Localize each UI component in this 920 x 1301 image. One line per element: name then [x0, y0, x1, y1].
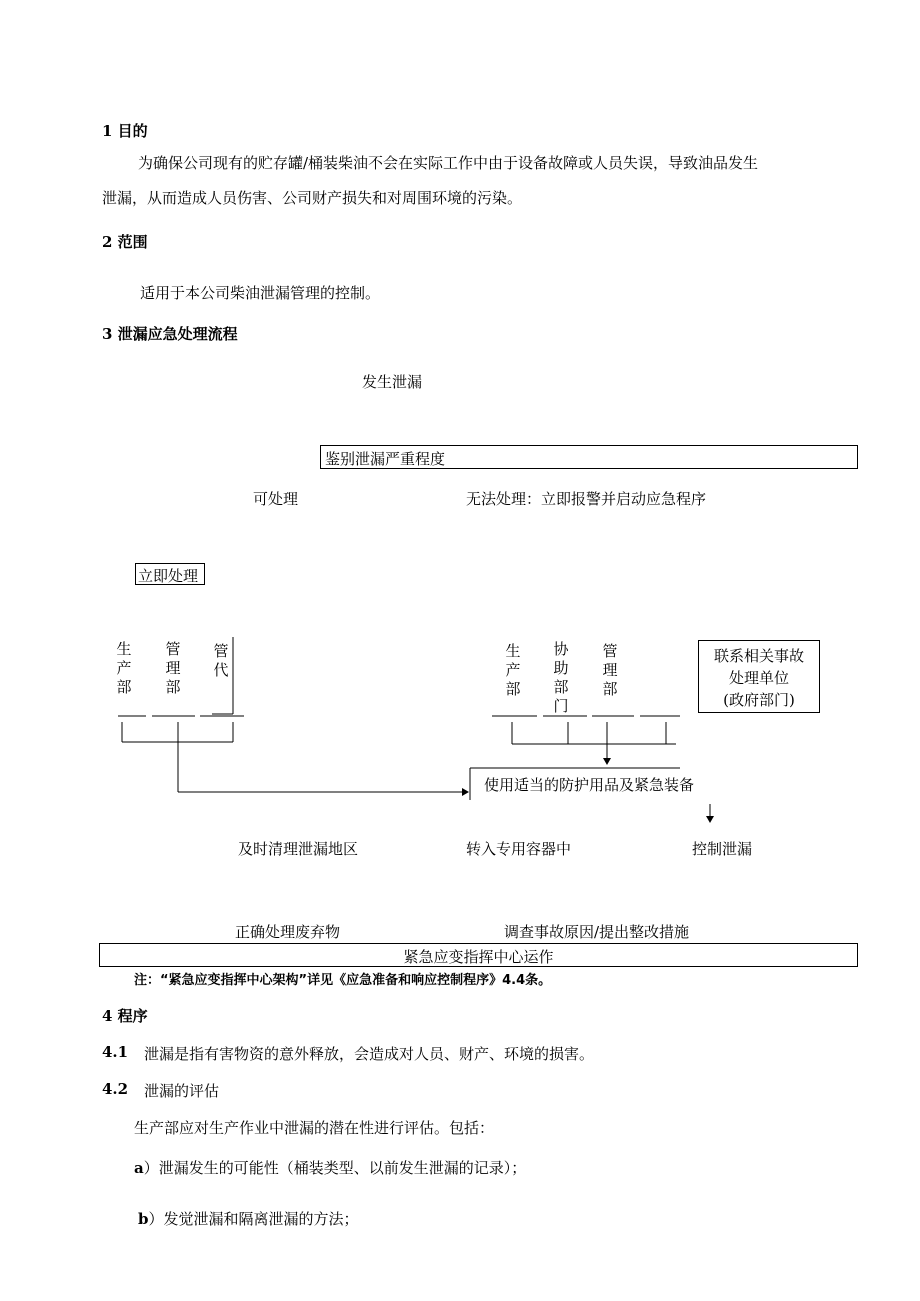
section-2-heading: 2 范围: [102, 233, 148, 251]
flow-investigate: 调查事故原因/提出整改措施: [504, 923, 690, 941]
section-2-text: 适用于本公司柴油泄漏管理的控制。: [140, 284, 381, 302]
flow-note: 注：“紧急应变指挥中心架构”详见《应急准备和响应控制程序》4.4条。: [134, 973, 552, 988]
item-4-1-text: 泄漏是指有害物资的意外释放，会造成对人员、财产、环境的损害。: [144, 1045, 595, 1063]
item-4-1-number: 4.1: [102, 1043, 129, 1061]
flow-command-box: [99, 943, 858, 967]
flow-can-handle: 可处理: [253, 490, 299, 508]
flow-command-label: 紧急应变指挥中心运作: [403, 948, 554, 966]
item-4-2-number: 4.2: [102, 1080, 129, 1098]
section-1-heading: 1 目的: [102, 122, 148, 140]
item-b-label: b: [138, 1210, 149, 1228]
flow-contact-line-1: 联系相关事故: [713, 647, 804, 665]
section-4-heading: 4 程序: [102, 1007, 148, 1025]
flow-contact-line-2: 处理单位: [728, 669, 789, 687]
section-1-line-2: 泄漏，从而造成人员伤害、公司财产损失和对周围环境的污染。: [102, 189, 523, 207]
flow-assess-label: 鉴别泄漏严重程度: [325, 450, 446, 468]
flow-ppe: 使用适当的防护用品及紧急装备: [484, 776, 695, 794]
flow-cannot-handle: 无法处理：立即报警并启动应急程序: [466, 490, 707, 508]
section-3-heading: 3 泄漏应急处理流程: [102, 325, 238, 343]
item-b-text: ）发觉泄漏和隔离泄漏的方法；: [148, 1210, 359, 1228]
item-4-2-intro: 生产部应对生产作业中泄漏的潜在性进行评估。包括：: [134, 1119, 495, 1137]
item-a-label: a: [134, 1159, 144, 1177]
flow-clean: 及时清理泄漏地区: [238, 840, 359, 858]
left-dept-representative: 管代: [213, 642, 229, 679]
flow-control: 控制泄漏: [692, 840, 753, 858]
right-dept-assist: 协助部门: [553, 640, 569, 715]
section-1-line-1: 为确保公司现有的贮存罐/桶装柴油不会在实际工作中由于设备故障或人员失误，导致油品发生: [138, 154, 759, 172]
flow-start: 发生泄漏: [362, 373, 423, 391]
flow-immediate-label: 立即处理: [138, 567, 199, 585]
item-a-text: ）泄漏发生的可能性（桶装类型、以前发生泄漏的记录）；: [143, 1159, 527, 1177]
flow-contact-line-3: (政府部门): [723, 691, 795, 709]
left-dept-management: 管理部: [165, 640, 181, 696]
flow-dispose: 正确处理废弃物: [235, 923, 341, 941]
flow-transfer: 转入专用容器中: [466, 840, 572, 858]
left-dept-production: 生产部: [116, 640, 132, 696]
item-a: [134, 1157, 526, 1178]
item-4-2-text: 泄漏的评估: [144, 1082, 220, 1100]
item-b: [138, 1208, 359, 1229]
right-dept-management: 管理部: [602, 642, 618, 698]
right-dept-production: 生产部: [505, 642, 521, 698]
